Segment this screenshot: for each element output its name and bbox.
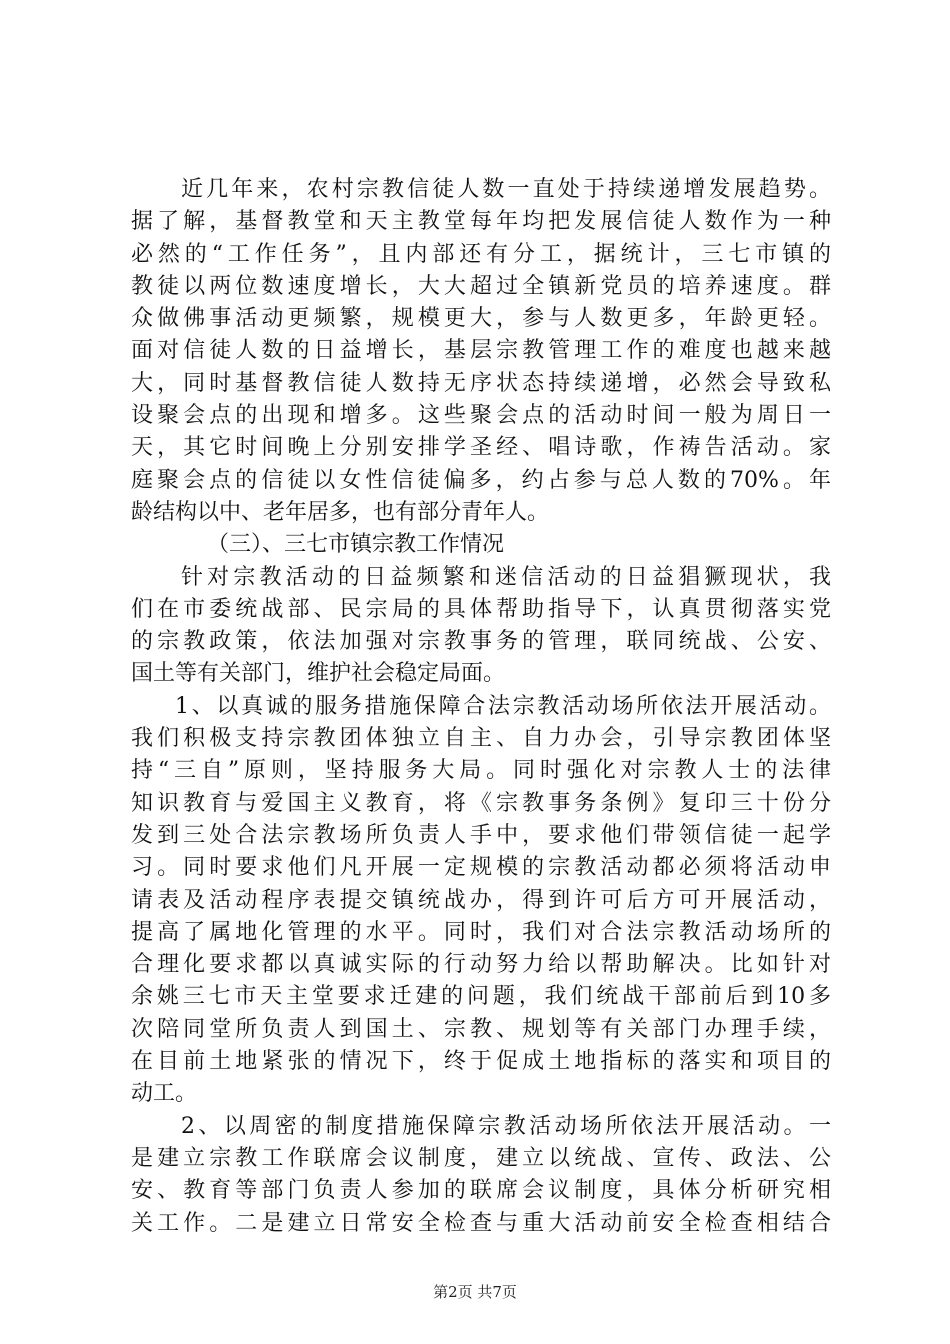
- section-heading: （三）、三七市镇宗教工作情况: [207, 532, 505, 558]
- paragraph-line: 众做佛事活动更频繁，规模更大，参与人数更多，年龄更轻。: [131, 306, 831, 332]
- paragraph-line: 设聚会点的出现和增多。这些聚会点的活动时间一般为周日一: [131, 403, 831, 429]
- paragraph-line: 余姚三七市天主堂要求迁建的问题，我们统战干部前后到10多: [131, 984, 831, 1010]
- paragraph-line: 知识教育与爱国主义教育，将《宗教事务条例》复印三十份分: [131, 790, 831, 816]
- paragraph-line: 持“三自”原则，坚持服务大局。同时强化对宗教人士的法律: [131, 758, 831, 784]
- paragraph-line: 庭聚会点的信徒以女性信徒偏多，约占参与总人数的70%。年: [131, 467, 831, 493]
- paragraph-line: 大，同时基督教信徒人数持无序状态持续递增，必然会导致私: [131, 370, 831, 396]
- paragraph-line: 次陪同堂所负责人到国土、宗教、规划等有关部门办理手续，: [131, 1016, 831, 1042]
- paragraph-line: 1、以真诚的服务措施保障合法宗教活动场所依法开展活动。: [175, 693, 831, 719]
- paragraph-line: 请表及活动程序表提交镇统战办，得到许可后方可开展活动，: [131, 887, 831, 913]
- page-number-footer: 第2页 共7页: [433, 1283, 517, 1301]
- paragraph-line: 习。同时要求他们凡开展一定规模的宗教活动都必须将活动申: [131, 855, 831, 881]
- paragraph-line: 关工作。二是建立日常安全检查与重大活动前安全检查相结合: [131, 1210, 831, 1236]
- paragraph-line: 发到三处合法宗教场所负责人手中，要求他们带领信徒一起学: [131, 822, 831, 848]
- paragraph-line: 天，其它时间晚上分别安排学圣经、唱诗歌，作祷告活动。家: [131, 435, 831, 461]
- paragraph-line: 的宗教政策，依法加强对宗教事务的管理，联同统战、公安、: [131, 629, 831, 655]
- paragraph-line: 2、以周密的制度措施保障宗教活动场所依法开展活动。一: [181, 1113, 831, 1139]
- paragraph-line: 国土等有关部门，维护社会稳定局面。: [131, 661, 506, 687]
- paragraph-line: 我们积极支持宗教团体独立自主、自力办会，引导宗教团体坚: [131, 726, 831, 752]
- paragraph-line: 必然的“工作任务”，且内部还有分工，据统计，三七市镇的: [131, 241, 831, 267]
- paragraph-line: 龄结构以中、老年居多，也有部分青年人。: [131, 499, 550, 525]
- paragraph-line: 合理化要求都以真诚实际的行动努力给以帮助解决。比如针对: [131, 952, 831, 978]
- paragraph-line: 安、教育等部门负责人参加的联席会议制度，具体分析研究相: [131, 1178, 831, 1204]
- document-body: [131, 174, 831, 1240]
- paragraph-line: 动工。: [131, 1081, 198, 1107]
- paragraph-line: 提高了属地化管理的水平。同时，我们对合法宗教活动场所的: [131, 919, 831, 945]
- paragraph-line: 是建立宗教工作联席会议制度，建立以统战、宣传、政法、公: [131, 1145, 831, 1171]
- paragraph-line: 针对宗教活动的日益频繁和迷信活动的日益猖獗现状，我: [181, 564, 831, 590]
- paragraph-line: 教徒以两位数速度增长，大大超过全镇新党员的培养速度。群: [131, 273, 831, 299]
- paragraph-line: 在目前土地紧张的情况下，终于促成土地指标的落实和项目的: [131, 1049, 831, 1075]
- paragraph-line: 近几年来，农村宗教信徒人数一直处于持续递增发展趋势。: [181, 177, 831, 202]
- paragraph-line: 面对信徒人数的日益增长，基层宗教管理工作的难度也越来越: [131, 338, 831, 364]
- paragraph-line: 们在市委统战部、民宗局的具体帮助指导下，认真贯彻落实党: [131, 596, 831, 622]
- paragraph-line: 据了解，基督教堂和天主教堂每年均把发展信徒人数作为一种: [131, 209, 831, 235]
